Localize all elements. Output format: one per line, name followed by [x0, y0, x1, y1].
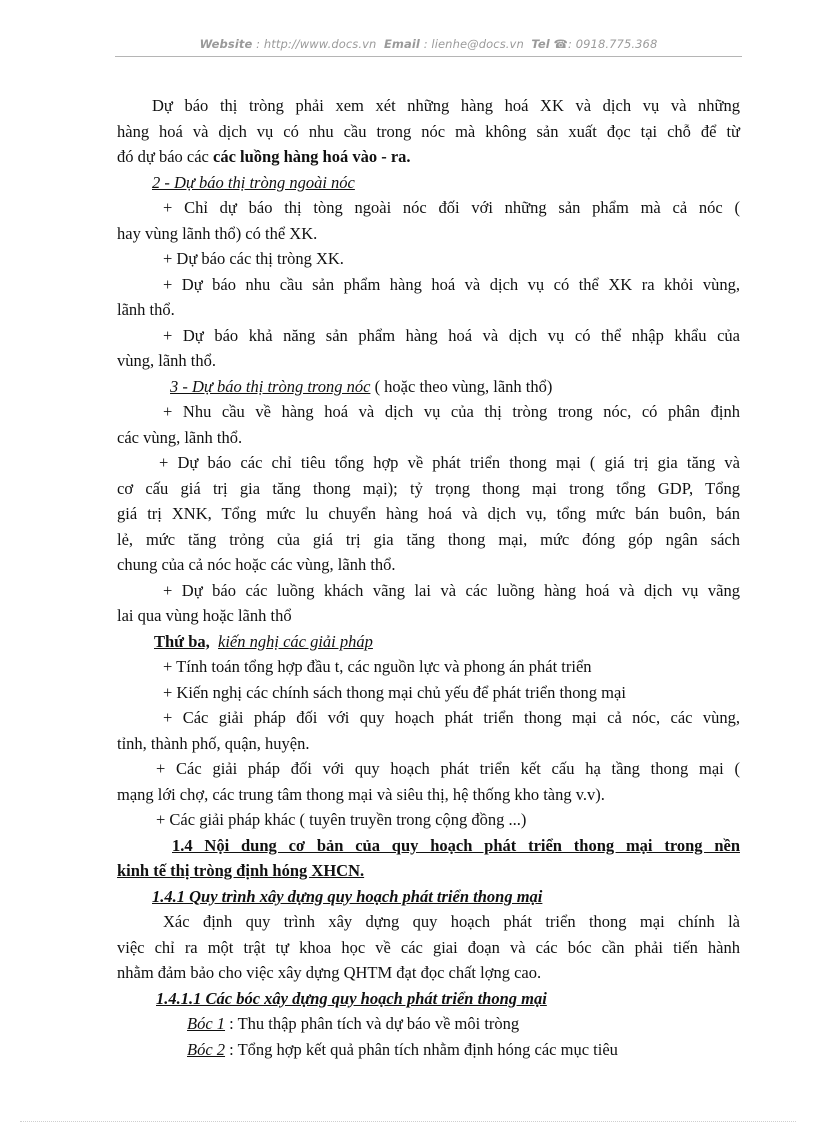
document-body	[117, 93, 740, 1062]
heading-2	[117, 170, 740, 196]
list-item-cont: mạng lới chợ, các trung tâm thong mại và siêu thị, hệ thống kho tàng v.v).	[117, 784, 605, 804]
heading-text: 1.4.1.1 Các bóc xây dựng quy hoạch phát triển thong mại	[156, 988, 547, 1008]
list-item: + Dự báo các thị tròng XK.	[163, 249, 344, 268]
italic-label: kiến nghị các giải pháp	[218, 631, 373, 651]
subheading-thu-ba	[117, 629, 740, 655]
list-item: + Các giải pháp khác ( tuyên truyền trong cộng đồng ...)	[156, 810, 527, 829]
list-item-cont: giá trị XNK, Tổng mức lu chuyển hàng hoá và dịch vụ, tổng mức bán buôn, bán	[117, 504, 740, 523]
tel-label: Tel	[531, 37, 550, 51]
list-item: + Kiến nghị các chính sách thong mại chủ yếu để phát triển thong mại	[163, 682, 626, 702]
website-label: Website	[199, 37, 253, 51]
list-item-cont: lãnh thổ.	[117, 300, 175, 319]
list-item-cont: vùng, lãnh thổ.	[117, 351, 216, 370]
list-item: + Nhu cầu về hàng hoá và dịch vụ của thị tròng trong nóc, có phân định	[163, 402, 740, 421]
tel-value: : 0918.775.368	[567, 37, 658, 51]
step-text: : Thu thập phân tích và dự báo về môi tròng	[225, 1014, 520, 1033]
section-heading-1-4-1	[117, 884, 740, 910]
page-header	[115, 37, 742, 51]
heading-suffix: ( hoặc theo vùng, lãnh thổ)	[370, 376, 553, 396]
step-item	[117, 1037, 740, 1063]
list-item-cont: chung của cả nóc hoặc các vùng, lãnh thổ.	[117, 555, 396, 574]
paragraph-line: Xác định quy trình xây dựng quy hoạch phát triển thong mại chính là	[163, 912, 740, 931]
email-value: : lienhe@docs.vn	[423, 37, 524, 51]
website-value: : http://www.docs.vn	[256, 37, 377, 51]
list-item: + Tính toán tổng hợp đầu t, các nguồn lực và phong án phát triển	[163, 657, 592, 676]
list-item-cont: tỉnh, thành phố, quận, huyện.	[117, 733, 310, 753]
step-label: Bóc 2	[187, 1039, 226, 1059]
step-label: Bóc 1	[187, 1014, 226, 1033]
list-item: + Dự báo nhu cầu sản phẩm hàng hoá và dịch vụ có thể XK ra khỏi vùng,	[163, 274, 740, 294]
list-item-cont: lai qua vùng hoặc lãnh thổ	[117, 606, 292, 625]
heading-text: 1.4.1 Quy trình xây dựng quy hoạch phát triển thong mại	[152, 886, 543, 906]
section-heading-1-4: 1.4 Nội dung cơ bản của quy hoạch phát triển thong mại trong nền	[172, 835, 740, 855]
footer-divider	[20, 1121, 796, 1122]
list-item-cont: cơ cấu giá trị gia tăng thong mại); tỷ trọng thong mại trong tổng GDP, Tổng	[117, 478, 740, 498]
heading-text: 2 - Dự báo thị tròng ngoài nóc	[152, 172, 355, 192]
header-divider	[115, 56, 742, 57]
bold-phrase: các luồng hàng hoá vào - ra.	[213, 147, 411, 166]
text-span: đó dự báo các	[117, 147, 213, 166]
paragraph-line: Dự báo thị tròng phải xem xét những hàng hoá XK và dịch vụ và những	[152, 96, 740, 115]
paragraph-line	[117, 144, 740, 170]
heading-3	[117, 374, 740, 400]
list-item-cont: các vùng, lãnh thổ.	[117, 427, 243, 447]
list-item-cont: lẻ, mức tăng trỏng của giá trị gia tăng thong mại, mức đóng góp ngân sách	[117, 529, 740, 549]
section-heading-1-4-1-1	[117, 986, 740, 1012]
email-label: Email	[383, 37, 420, 51]
section-heading-1-4-cont: kinh tế thị tròng định hóng XHCN.	[117, 861, 365, 880]
bold-label: Thứ ba,	[154, 631, 210, 651]
list-item: + Các giải pháp đối với quy hoạch phát triển thong mại cả nóc, các vùng,	[163, 708, 740, 727]
list-item: + Dự báo khả năng sản phẩm hàng hoá và dịch vụ có thể nhập khẩu của	[163, 325, 740, 345]
list-item: + Các giải pháp đối với quy hoạch phát triển kết cấu hạ tầng thong mại (	[156, 759, 740, 778]
step-text: : Tổng hợp kết quả phân tích nhằm định hóng các mục tiêu	[225, 1039, 618, 1059]
step-item	[117, 1011, 740, 1037]
list-item: + Dự báo các chỉ tiêu tổng hợp về phát triển thong mại ( giá trị gia tăng và	[159, 453, 740, 472]
list-item: + Chỉ dự báo thị tòng ngoài nóc đối với những sản phẩm mà cả nóc (	[163, 198, 740, 217]
list-item: + Dự báo các luồng khách vãng lai và các luồng hàng hoá và dịch vụ vãng	[163, 580, 740, 600]
list-item-cont: hay vùng lãnh thổ) có thể XK.	[117, 223, 318, 243]
paragraph-line: hàng hoá và dịch vụ có nhu cầu trong nóc mà không sản xuất đọc tại chỗ để từ	[117, 121, 740, 141]
heading-text: 3 - Dự báo thị tròng trong nóc	[170, 376, 371, 396]
paragraph-line: việc chỉ ra một trật tự khoa học về các giai đoạn và các bóc cần phải tiến hành	[117, 937, 740, 957]
phone-icon: ☎	[553, 37, 568, 51]
paragraph-line: nhằm đảm bảo cho việc xây dựng QHTM đạt đọc chất lợng cao.	[117, 963, 542, 982]
